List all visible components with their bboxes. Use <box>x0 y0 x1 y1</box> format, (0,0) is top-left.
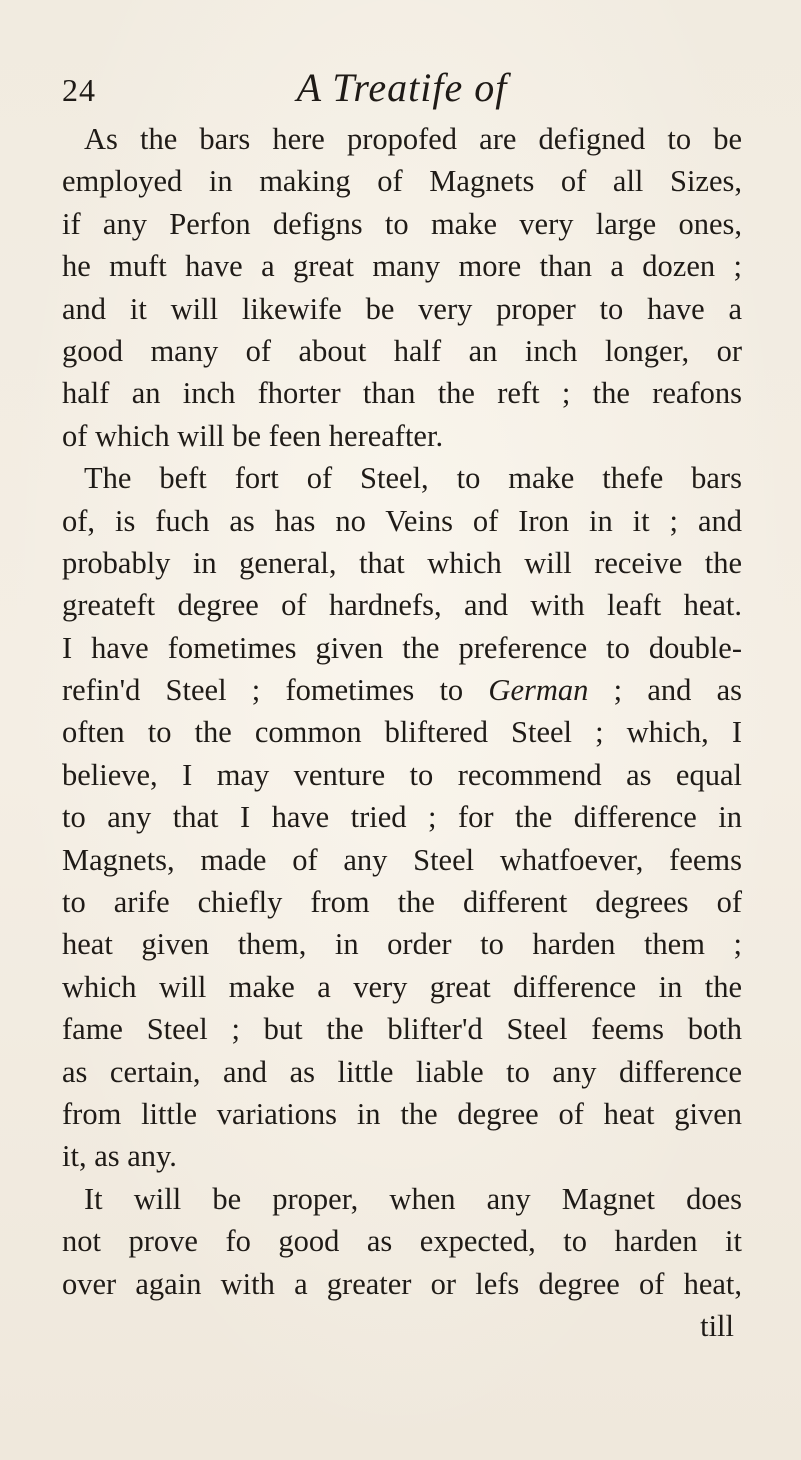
text-line: as certain, and as little liable to any difference <box>62 1054 742 1089</box>
text-line: Magnets, made of any Steel whatfoever, feems <box>62 842 742 877</box>
body-text <box>62 118 742 1347</box>
running-head: A Treatife of <box>296 65 508 110</box>
page-header <box>62 62 742 118</box>
text-line: which will make a very great difference in the <box>62 969 742 1004</box>
text-line: to arife chiefly from the different degrees of <box>62 885 742 920</box>
text-line: from little variations in the degree of heat given <box>62 1096 742 1131</box>
text-segment: refin'd Steel ; fometimes to <box>62 673 489 708</box>
text-line: of, is fuch as has no Veins of Iron in it ; and <box>62 503 742 538</box>
text-line: not prove fo good as expected, to harden it <box>62 1224 742 1259</box>
text-line: over again with a greater or lefs degree of heat, <box>62 1266 742 1301</box>
text-line: to any that I have tried ; for the difference in <box>62 800 742 835</box>
text-line: half an inch fhorter than the reft ; the reafons <box>62 376 742 411</box>
page-number: 24 <box>62 72 96 108</box>
text-line: As the bars here propofed are defigned to be <box>84 122 742 156</box>
catchword: till <box>700 1308 734 1343</box>
italic-word: German <box>488 673 589 708</box>
text-line <box>62 669 742 711</box>
text-line: It will be proper, when any Magnet does <box>84 1181 742 1216</box>
text-line: often to the common bliftered Steel ; which, I <box>62 715 742 750</box>
text-line: I have fometimes given the preference to double- <box>62 630 742 665</box>
text-line: good many of about half an inch longer, or <box>62 333 742 368</box>
text-segment: ; and as <box>588 673 743 708</box>
text-line: it, as any. <box>62 1139 177 1174</box>
text-line: he muft have a great many more than a dozen ; <box>62 249 742 284</box>
text-line: greateft degree of hardnefs, and with leaft heat. <box>62 588 742 623</box>
text-line: fame Steel ; but the blifter'd Steel feems both <box>62 1012 742 1047</box>
text-line: employed in making of Magnets of all Sizes, <box>62 164 742 199</box>
text-line: and it will likewife be very proper to have a <box>62 291 742 326</box>
text-line: The beft fort of Steel, to make thefe bars <box>84 461 742 496</box>
text-line: heat given them, in order to harden them ; <box>62 927 742 962</box>
text-line: probably in general, that which will receive the <box>62 545 742 580</box>
text-line: if any Perfon defigns to make very large ones, <box>62 206 742 241</box>
text-line: of which will be feen hereafter. <box>62 418 444 453</box>
text-line: believe, I may venture to recommend as equal <box>62 757 742 792</box>
